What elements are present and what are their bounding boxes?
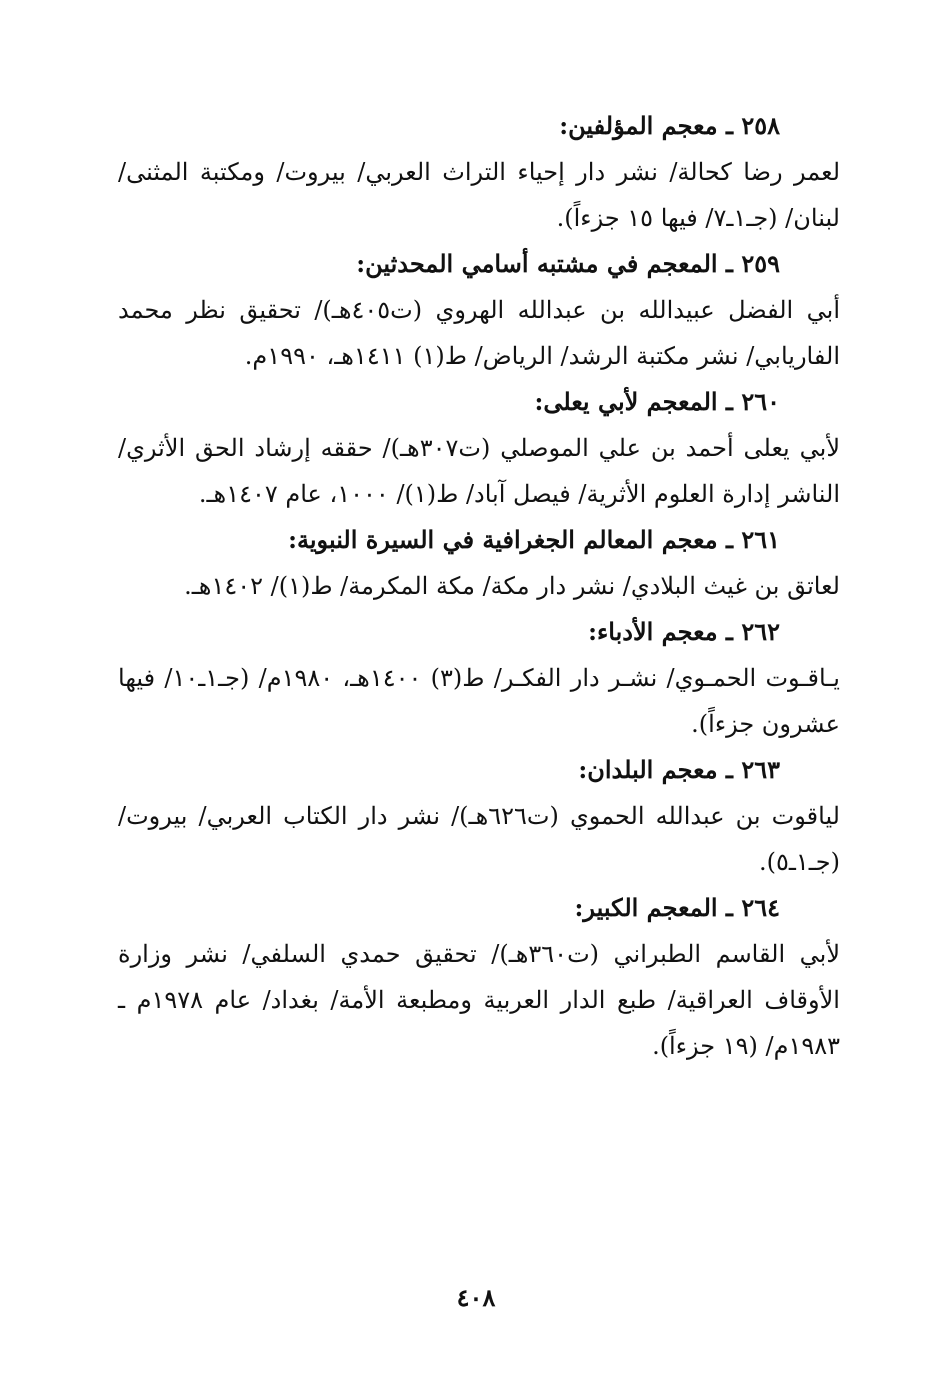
- bibliography-entry: [118, 885, 840, 1069]
- page-number: ٤٠٨: [456, 1283, 496, 1312]
- entry-heading: ٢٦٢ ـ معجم الأدباء:: [588, 617, 780, 646]
- bibliography-entry: [118, 747, 840, 885]
- bibliography-entry: [118, 103, 840, 241]
- bibliography-entry: [118, 241, 840, 379]
- bibliography-entry: [118, 379, 840, 517]
- bibliography-list: [118, 103, 840, 1069]
- entry-heading: ٢٦٣ ـ معجم البلدان:: [578, 755, 780, 784]
- entry-heading: ٢٦٤ ـ المعجم الكبير:: [574, 893, 780, 922]
- entry-body: لأبي القاسم الطبراني (ت٣٦٠هـ)/ تحقيق حمدي السلفي/ نشر وزارة الأوقاف العراقية/ طبع الدار العربية ومطبعة الأمة/ بغداد/ عام ١٩٧٨م ـ ١٩٨٣م/ (١٩ جزءاً).: [118, 940, 841, 1060]
- bibliography-entry: [118, 609, 840, 747]
- entry-heading: ٢٦١ ـ معجم المعالم الجغرافية في السيرة النبوية:: [288, 525, 780, 554]
- entry-heading: ٢٥٨ ـ معجم المؤلفين:: [559, 111, 780, 140]
- entry-body: أبي الفضل عبيدالله بن عبدالله الهروي (ت٤٠٥هـ)/ تحقيق نظر محمد الفاريابي/ نشر مكتبة الرشد/ الرياض/ ط(١) ١٤١١هـ، ١٩٩٠م.: [118, 296, 841, 370]
- bibliography-entry: [118, 517, 840, 609]
- entry-body: لعمر رضا كحالة/ نشر دار إحياء التراث العربي/ بيروت/ ومكتبة المثنى/ لبنان/ (جـ١ـ٧/ فيها ١٥ جزءاً).: [118, 158, 841, 232]
- entry-heading: ٢٥٩ ـ المعجم في مشتبه أسامي المحدثين:: [356, 249, 780, 278]
- entry-body: لعاتق بن غيث البلادي/ نشر دار مكة/ مكة المكرمة/ ط(١)/ ١٤٠٢هـ.: [184, 572, 840, 600]
- entry-body: لأبي يعلى أحمد بن علي الموصلي (ت٣٠٧هـ)/ حققه إرشاد الحق الأثري/ الناشر إدارة العلوم الأثرية/ فيصل آباد/ ط(١)/ ١٠٠٠، عام ١٤٠٧هـ.: [118, 434, 841, 508]
- entry-body: لياقوت بن عبدالله الحموي (ت٦٢٦هـ)/ نشر دار الكتاب العربي/ بيروت/ (جـ١ـ٥).: [118, 802, 840, 876]
- entry-heading: ٢٦٠ ـ المعجم لأبي يعلى:: [534, 387, 780, 416]
- entry-body: يـاقـوت الحمـوي/ نشـر دار الفكـر/ ط(٣) ١٤٠٠هـ، ١٩٨٠م/ (جـ١ـ١٠/ فيها عشرون جزءاً).: [118, 664, 840, 738]
